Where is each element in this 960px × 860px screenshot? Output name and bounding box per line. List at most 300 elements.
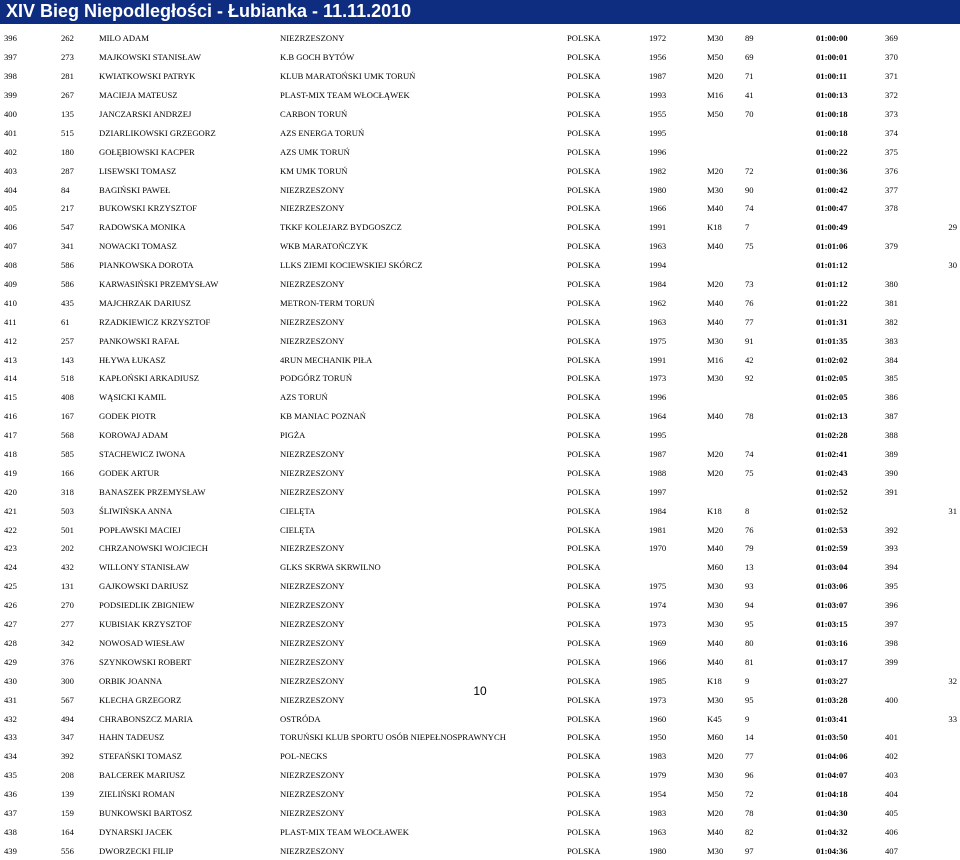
cell-name: GOŁĘBIOWSKI KACPER	[99, 146, 195, 157]
cell-name: BALCEREK MARIUSZ	[99, 770, 186, 781]
cell-category-place: 13	[745, 562, 754, 573]
cell-women-place	[935, 841, 960, 860]
cell-club: K.B GOCH BYTÓW	[280, 52, 355, 63]
cell-category-place: 70	[745, 109, 754, 119]
cell-category-place: 75	[745, 467, 754, 478]
table-row	[0, 237, 960, 256]
cell-women-place	[935, 596, 960, 615]
cell-finish-time: 01:03:04	[816, 562, 848, 573]
cell-place: 410	[4, 297, 17, 308]
cell-women-place	[935, 275, 960, 294]
cell-category: M50	[707, 789, 724, 800]
cell-club: AZS UMK TORUŃ	[280, 146, 350, 157]
cell-club: NIEZRZESZONY	[280, 770, 345, 781]
cell-bib: 342	[61, 637, 74, 648]
cell-club: NIEZRZESZONY	[280, 279, 345, 290]
cell-category	[707, 123, 745, 142]
cell-men-place: 382	[885, 316, 898, 327]
cell-name: LISEWSKI TOMASZ	[99, 165, 177, 176]
cell-place: 425	[4, 581, 17, 592]
cell-women-place	[935, 105, 960, 124]
cell-country: POLSKA	[567, 732, 601, 743]
cell-club: KM UMK TORUŃ	[280, 165, 348, 176]
cell-bib: 202	[61, 543, 74, 554]
cell-category: M30	[707, 581, 724, 592]
cell-country: POLSKA	[567, 335, 601, 346]
cell-category-place: 91	[745, 335, 754, 346]
cell-women-place	[935, 48, 960, 67]
cell-women-place	[935, 747, 960, 766]
cell-name: GODEK ARTUR	[99, 467, 160, 478]
cell-birth-year: 1972	[649, 33, 667, 44]
cell-men-place	[885, 501, 935, 520]
cell-bib: 568	[61, 430, 74, 441]
cell-category-place: 41	[745, 90, 754, 101]
cell-place: 401	[4, 127, 17, 138]
cell-category-place: 78	[745, 411, 754, 422]
table-row	[0, 728, 960, 747]
cell-finish-time: 01:02:52	[816, 486, 848, 497]
cell-category: M20	[707, 524, 724, 535]
cell-women-place	[935, 312, 960, 331]
cell-club: NIEZRZESZONY	[280, 467, 345, 478]
cell-country: POLSKA	[567, 146, 601, 157]
cell-country: POLSKA	[567, 127, 601, 138]
cell-birth-year: 1994	[649, 260, 667, 271]
cell-finish-time: 01:03:07	[816, 600, 848, 611]
cell-place: 416	[4, 411, 17, 422]
cell-country: POLSKA	[567, 675, 601, 686]
cell-men-place: 376	[885, 165, 898, 176]
cell-category: M40	[707, 637, 724, 648]
cell-category-place: 69	[745, 52, 754, 63]
cell-bib: 166	[61, 467, 74, 478]
cell-name: POPŁAWSKI MACIEJ	[99, 524, 181, 535]
cell-men-place: 370	[885, 52, 898, 63]
cell-name: DZIARLIKOWSKI GRZEGORZ	[99, 127, 216, 138]
cell-birth-year: 1979	[649, 770, 667, 781]
cell-men-place: 383	[885, 335, 898, 346]
table-row	[0, 804, 960, 823]
cell-club: NIEZRZESZONY	[280, 807, 345, 818]
cell-place: 414	[4, 373, 17, 384]
cell-finish-time: 01:03:50	[816, 732, 848, 743]
cell-birth-year: 1966	[649, 656, 667, 667]
table-row	[0, 29, 960, 48]
cell-finish-time: 01:01:35	[816, 335, 848, 346]
cell-country: POLSKA	[567, 543, 601, 554]
cell-place: 415	[4, 392, 17, 403]
cell-country: POLSKA	[567, 90, 601, 101]
cell-finish-time: 01:01:12	[816, 279, 848, 290]
cell-club: CIELĘTA	[280, 505, 316, 516]
cell-category: M30	[707, 33, 724, 44]
cell-men-place: 393	[885, 543, 898, 554]
cell-birth-year: 1966	[649, 203, 667, 214]
table-row	[0, 331, 960, 350]
cell-category-place: 80	[745, 637, 754, 648]
cell-women-place	[935, 785, 960, 804]
cell-name: SZYNKOWSKI ROBERT	[99, 656, 192, 667]
cell-place: 418	[4, 449, 17, 460]
cell-category: M20	[707, 751, 724, 762]
cell-bib: 217	[61, 203, 74, 214]
cell-men-place	[885, 218, 935, 237]
cell-country: POLSKA	[567, 619, 601, 630]
cell-name: STACHEWICZ IWONA	[99, 449, 186, 460]
cell-country: POLSKA	[567, 713, 601, 724]
cell-men-place: 381	[885, 297, 898, 308]
cell-country: POLSKA	[567, 297, 601, 308]
document-header	[0, 0, 960, 24]
cell-club: PIGŻA	[280, 430, 306, 441]
cell-men-place: 397	[885, 619, 898, 630]
cell-place: 409	[4, 279, 17, 290]
cell-place: 426	[4, 600, 17, 611]
cell-name: MACIEJA MATEUSZ	[99, 90, 178, 101]
cell-bib: 267	[61, 90, 74, 101]
cell-club: NIEZRZESZONY	[280, 656, 345, 667]
cell-category: M20	[707, 279, 724, 290]
cell-country: POLSKA	[567, 392, 601, 403]
cell-category: M50	[707, 52, 724, 63]
cell-category: M60	[707, 732, 724, 743]
cell-country: POLSKA	[567, 637, 601, 648]
cell-place: 397	[4, 52, 17, 63]
cell-category-place: 72	[745, 165, 754, 176]
table-row	[0, 596, 960, 615]
cell-place: 434	[4, 751, 17, 762]
cell-category-place: 95	[745, 619, 754, 630]
cell-category-place: 72	[745, 789, 754, 800]
cell-club: NIEZRZESZONY	[280, 845, 345, 856]
cell-country: POLSKA	[567, 486, 601, 497]
cell-club: NIEZRZESZONY	[280, 581, 345, 592]
cell-category: M50	[707, 109, 724, 119]
cell-country: POLSKA	[567, 770, 601, 781]
cell-women-place	[935, 86, 960, 105]
cell-men-place: 377	[885, 184, 898, 195]
cell-birth-year: 1991	[649, 222, 667, 233]
cell-men-place: 390	[885, 467, 898, 478]
cell-club: PLAST-MIX TEAM WŁOCŁĄWEK	[280, 90, 410, 101]
cell-category	[707, 426, 745, 445]
cell-birth-year: 1975	[649, 335, 667, 346]
cell-country: POLSKA	[567, 316, 601, 327]
table-row	[0, 766, 960, 785]
cell-category: M40	[707, 656, 724, 667]
cell-name: ŚLIWIŃSKA ANNA	[99, 505, 173, 516]
table-row	[0, 350, 960, 369]
cell-place: 423	[4, 543, 17, 554]
cell-bib: 277	[61, 619, 74, 630]
cell-bib: 586	[61, 260, 74, 271]
cell-club: NIEZRZESZONY	[280, 694, 345, 705]
cell-country: POLSKA	[567, 354, 601, 365]
cell-category-place: 73	[745, 279, 754, 290]
cell-bib: 257	[61, 335, 74, 346]
table-row	[0, 180, 960, 199]
cell-category: M60	[707, 562, 724, 573]
cell-women-place: 32	[948, 675, 957, 686]
cell-name: GODEK PIOTR	[99, 411, 157, 422]
cell-category-place: 74	[745, 449, 754, 460]
cell-birth-year: 1960	[649, 713, 667, 724]
cell-name: PODSIEDLIK ZBIGNIEW	[99, 600, 195, 611]
cell-category-place: 9	[745, 675, 750, 686]
table-row	[0, 105, 960, 124]
cell-women-place	[935, 634, 960, 653]
cell-finish-time: 01:00:11	[816, 71, 848, 82]
cell-bib: 287	[61, 165, 74, 176]
cell-place: 439	[4, 845, 17, 856]
cell-men-place: 369	[885, 33, 898, 44]
cell-place: 430	[4, 675, 17, 686]
cell-bib: 503	[61, 505, 74, 516]
cell-women-place	[935, 520, 960, 539]
cell-women-place	[935, 388, 960, 407]
cell-category: M16	[707, 354, 724, 365]
cell-name: PIANKOWSKA DOROTA	[99, 260, 194, 271]
cell-birth-year: 1984	[649, 505, 667, 516]
cell-birth-year: 1962	[649, 297, 667, 308]
cell-birth-year: 1991	[649, 354, 667, 365]
cell-name: KARWASIŃSKI PRZEMYSŁAW	[99, 279, 219, 290]
document-title: XIV Bieg Niepodległości - Łubianka - 11.11.2010	[6, 1, 412, 21]
cell-birth-year: 1964	[649, 411, 667, 422]
cell-birth-year	[649, 558, 707, 577]
cell-category-place	[745, 426, 816, 445]
cell-women-place	[935, 426, 960, 445]
cell-category-place	[745, 482, 816, 501]
cell-finish-time: 01:01:22	[816, 297, 848, 308]
cell-birth-year: 1963	[649, 316, 667, 327]
cell-name: KAPŁOŃSKI ARKADIUSZ	[99, 373, 200, 384]
cell-club: NIEZRZESZONY	[280, 789, 345, 800]
cell-country: POLSKA	[567, 656, 601, 667]
cell-birth-year: 1963	[649, 826, 667, 837]
cell-country: POLSKA	[567, 260, 601, 271]
cell-men-place: 373	[885, 109, 898, 119]
cell-women-place	[935, 161, 960, 180]
cell-bib: 585	[61, 449, 74, 460]
cell-women-place	[935, 539, 960, 558]
table-row	[0, 747, 960, 766]
cell-men-place: 401	[885, 732, 898, 743]
cell-category: K18	[707, 222, 722, 233]
cell-finish-time: 01:00:18	[816, 127, 848, 138]
cell-club: KLUB MARATOŃSKI UMK TORUŃ	[280, 71, 416, 82]
cell-club: POL-NECKS	[280, 751, 328, 762]
cell-country: POLSKA	[567, 71, 601, 82]
cell-country: POLSKA	[567, 33, 601, 44]
cell-birth-year: 1987	[649, 449, 667, 460]
cell-place: 429	[4, 656, 17, 667]
cell-birth-year: 1983	[649, 751, 667, 762]
cell-finish-time: 01:04:36	[816, 845, 848, 856]
cell-category: M40	[707, 241, 724, 252]
cell-finish-time: 01:03:41	[816, 713, 848, 724]
cell-country: POLSKA	[567, 222, 601, 233]
table-row	[0, 48, 960, 67]
cell-finish-time: 01:00:22	[816, 146, 848, 157]
cell-category: M30	[707, 373, 724, 384]
cell-club: PLAST-MIX TEAM WŁOCŁAWEK	[280, 826, 410, 837]
table-row	[0, 445, 960, 464]
cell-category-place: 89	[745, 33, 754, 44]
cell-category: K18	[707, 675, 722, 686]
cell-finish-time: 01:00:00	[816, 33, 848, 44]
cell-women-place	[935, 728, 960, 747]
cell-finish-time: 01:02:53	[816, 524, 848, 535]
cell-finish-time: 01:02:59	[816, 543, 848, 554]
table-row	[0, 652, 960, 671]
cell-bib: 159	[61, 807, 74, 818]
cell-category-place: 75	[745, 241, 754, 252]
cell-birth-year: 1996	[649, 146, 667, 157]
cell-category-place: 81	[745, 656, 754, 667]
cell-finish-time: 01:02:52	[816, 505, 848, 516]
cell-birth-year: 1996	[649, 392, 667, 403]
cell-category-place	[745, 388, 816, 407]
cell-category: M40	[707, 316, 724, 327]
table-row	[0, 615, 960, 634]
cell-women-place	[935, 199, 960, 218]
cell-name: BAGIŃSKI PAWEŁ	[99, 184, 171, 195]
cell-women-place	[935, 142, 960, 161]
cell-place: 413	[4, 354, 17, 365]
table-row	[0, 407, 960, 426]
cell-club: NIEZRZESZONY	[280, 637, 345, 648]
table-row	[0, 709, 960, 728]
cell-country: POLSKA	[567, 826, 601, 837]
page-number: 10	[473, 684, 487, 698]
cell-finish-time: 01:00:42	[816, 184, 848, 195]
cell-birth-year: 1975	[649, 581, 667, 592]
cell-birth-year: 1974	[649, 600, 667, 611]
table-row	[0, 426, 960, 445]
cell-place: 424	[4, 562, 17, 573]
cell-category: K45	[707, 713, 722, 724]
cell-category-place: 74	[745, 203, 754, 214]
cell-finish-time: 01:04:30	[816, 807, 848, 818]
cell-birth-year: 1980	[649, 184, 667, 195]
cell-men-place: 394	[885, 562, 898, 573]
cell-club: METRON-TERM TORUŃ	[280, 297, 375, 308]
cell-women-place	[935, 293, 960, 312]
cell-women-place	[935, 29, 960, 48]
cell-category-place: 76	[745, 297, 754, 308]
cell-category-place: 76	[745, 524, 754, 535]
cell-birth-year: 1987	[649, 71, 667, 82]
cell-place: 404	[4, 184, 17, 195]
cell-finish-time: 01:00:01	[816, 52, 848, 63]
cell-name: DYNARSKI JACEK	[99, 826, 173, 837]
cell-finish-time: 01:00:13	[816, 90, 848, 101]
cell-men-place: 387	[885, 411, 898, 422]
cell-name: KWIATKOWSKI PATRYK	[99, 71, 196, 82]
cell-name: DWORZECKI FILIP	[99, 845, 174, 856]
cell-name: HAHN TADEUSZ	[99, 732, 165, 743]
cell-category-place: 79	[745, 543, 754, 554]
cell-bib: 494	[61, 713, 74, 724]
cell-place: 437	[4, 807, 17, 818]
cell-men-place: 404	[885, 789, 898, 800]
cell-women-place	[935, 558, 960, 577]
cell-bib: 143	[61, 354, 74, 365]
cell-category	[707, 482, 745, 501]
cell-name: BUNKOWSKI BARTOSZ	[99, 807, 193, 818]
cell-name: BANASZEK PRZEMYSŁAW	[99, 486, 206, 497]
cell-women-place: 31	[948, 505, 957, 516]
cell-category: M30	[707, 845, 724, 856]
table-row	[0, 463, 960, 482]
cell-country: POLSKA	[567, 430, 601, 441]
cell-bib: 341	[61, 241, 74, 252]
cell-category-place: 42	[745, 354, 754, 365]
cell-category: M30	[707, 335, 724, 346]
cell-women-place	[935, 652, 960, 671]
cell-men-place	[885, 256, 935, 275]
cell-bib: 167	[61, 411, 74, 422]
cell-place: 399	[4, 90, 17, 101]
cell-name: PANKOWSKI RAFAŁ	[99, 335, 180, 346]
cell-country: POLSKA	[567, 165, 601, 176]
cell-place: 436	[4, 789, 17, 800]
cell-club: NIEZRZESZONY	[280, 449, 345, 460]
results-table	[0, 29, 960, 860]
table-row	[0, 86, 960, 105]
cell-club: CIELĘTA	[280, 524, 316, 535]
cell-category: M30	[707, 770, 724, 781]
cell-country: POLSKA	[567, 789, 601, 800]
cell-country: POLSKA	[567, 694, 601, 705]
cell-men-place: 392	[885, 524, 898, 535]
cell-place: 407	[4, 241, 17, 252]
cell-men-place: 402	[885, 751, 898, 762]
cell-women-place	[935, 350, 960, 369]
table-row	[0, 312, 960, 331]
cell-birth-year: 1955	[649, 109, 667, 119]
cell-bib: 518	[61, 373, 74, 384]
cell-category: M40	[707, 826, 724, 837]
cell-birth-year: 1970	[649, 543, 667, 554]
table-row	[0, 369, 960, 388]
results-body	[0, 29, 960, 860]
cell-category-place: 71	[745, 71, 754, 82]
cell-bib: 135	[61, 109, 74, 119]
cell-finish-time: 01:02:43	[816, 467, 848, 478]
cell-bib: 281	[61, 71, 74, 82]
cell-category: M20	[707, 71, 724, 82]
cell-women-place	[935, 766, 960, 785]
table-row	[0, 218, 960, 237]
cell-category-place: 92	[745, 373, 754, 384]
cell-women-place: 33	[948, 713, 957, 724]
cell-name: HŁYWA ŁUKASZ	[99, 354, 166, 365]
cell-men-place: 378	[885, 203, 898, 214]
cell-women-place	[935, 445, 960, 464]
cell-club: KB MANIAC POZNAŃ	[280, 411, 366, 422]
cell-country: POLSKA	[567, 241, 601, 252]
cell-finish-time: 01:00:47	[816, 203, 848, 214]
cell-club: LLKS ZIEMI KOCIEWSKIEJ SKÓRCZ	[280, 260, 423, 271]
cell-club: OSTRÓDA	[280, 713, 321, 724]
cell-men-place: 407	[885, 845, 898, 856]
table-row	[0, 142, 960, 161]
cell-club: NIEZRZESZONY	[280, 316, 345, 327]
cell-birth-year: 1983	[649, 807, 667, 818]
